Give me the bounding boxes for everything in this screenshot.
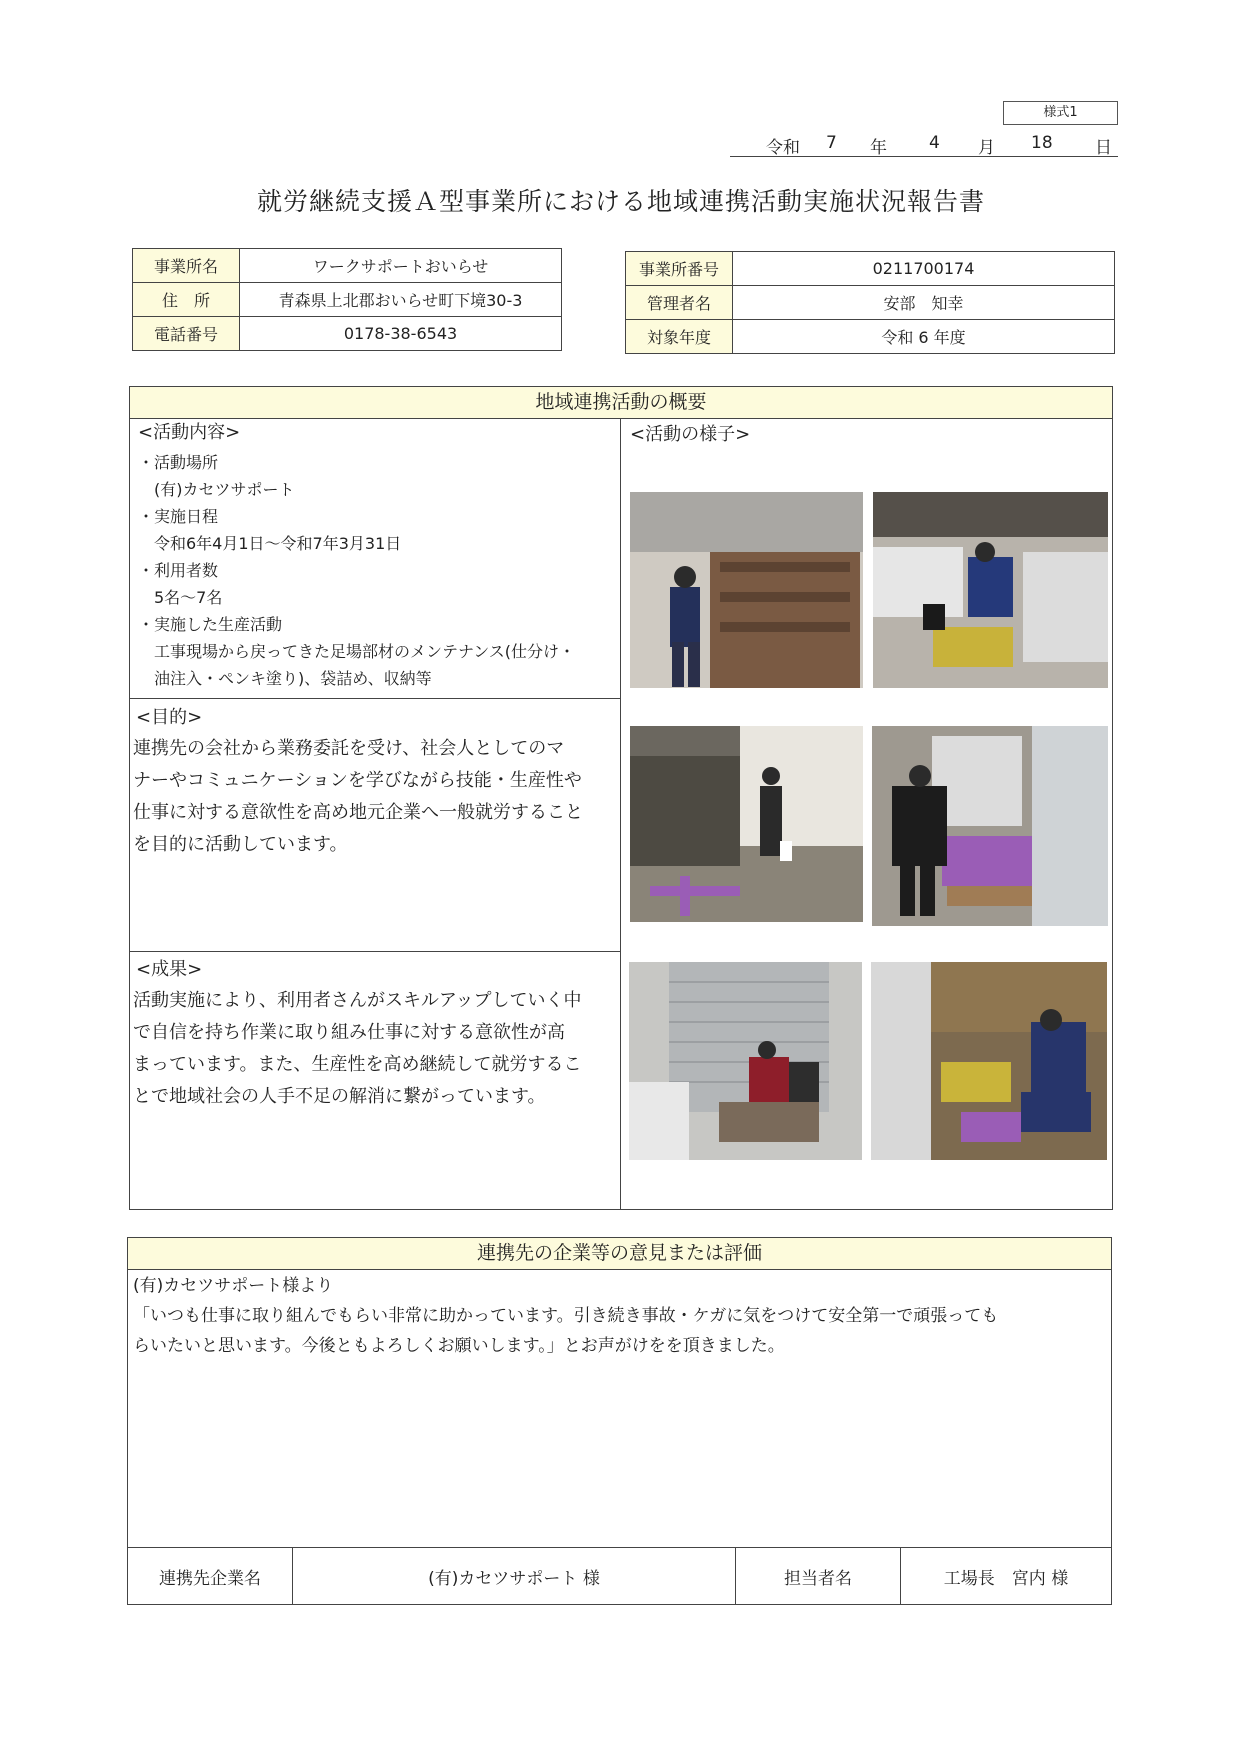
address-value: 青森県上北郡おいらせ町下境30-3 — [240, 283, 562, 317]
activity-content-label: <活動内容> — [138, 422, 241, 443]
content-line: ・活動場所 — [138, 453, 219, 472]
content-line: 5名～7名 — [138, 588, 223, 607]
result-line: まっています。また、生産性を高め継続して就労するこ — [133, 1054, 582, 1075]
target-year-label: 対象年度 — [626, 320, 733, 354]
report-date — [730, 132, 1118, 157]
date-month-unit: 月 — [978, 138, 995, 158]
content-line: ・実施日程 — [138, 507, 219, 526]
purpose-text — [133, 733, 619, 861]
content-line: 油注入・ペンキ塗り)、袋詰め、収納等 — [138, 669, 432, 688]
purpose-line: を目的に活動しています。 — [133, 834, 348, 855]
date-day: 18 — [1031, 133, 1053, 153]
partner-company-value: (有)カセツサポート 様 — [293, 1548, 736, 1605]
form-number-tag: 様式1 — [1003, 101, 1118, 125]
content-line: (有)カセツサポート — [138, 480, 295, 499]
activity-photo-2 — [873, 492, 1108, 688]
partner-info-row — [127, 1547, 1112, 1605]
partner-company-label: 連携先企業名 — [128, 1548, 293, 1605]
target-year-value: 令和 6 年度 — [733, 320, 1115, 354]
activity-photo-5 — [629, 962, 862, 1160]
overview-column-divider — [620, 418, 621, 1210]
activity-photo-4 — [872, 726, 1108, 926]
facility-id-table — [625, 251, 1115, 354]
result-line: 活動実施により、利用者さんがスキルアップしていく中 — [133, 990, 582, 1011]
result-line: とで地域社会の人手不足の解消に繋がっています。 — [133, 1086, 546, 1107]
result-text — [133, 985, 619, 1113]
result-divider — [129, 951, 621, 952]
date-year: 7 — [826, 133, 837, 153]
overview-header: 地域連携活動の概要 — [130, 387, 1112, 419]
contact-person-value: 工場長 宮内 様 — [901, 1548, 1112, 1605]
date-era: 令和 — [766, 138, 800, 158]
address-label: 住 所 — [133, 283, 240, 317]
evaluation-line: 「いつも仕事に取り組んでもらい非常に助かっています。引き続き事故・ケガに気をつけて安全第一で頑張っても — [133, 1306, 999, 1326]
date-month: 4 — [929, 133, 940, 153]
result-label: <成果> — [136, 959, 203, 980]
evaluation-line: らいたいと思います。今後ともよろしくお願いします。」とお声がけをを頂きました。 — [133, 1336, 785, 1356]
date-day-unit: 日 — [1095, 138, 1112, 158]
manager-name-label: 管理者名 — [626, 286, 733, 320]
facility-name-value: ワークサポートおいらせ — [240, 249, 562, 283]
purpose-line: 連携先の会社から業務委託を受け、社会人としてのマ — [133, 738, 565, 759]
result-line: で自信を持ち作業に取り組み仕事に対する意欲性が高 — [133, 1022, 565, 1043]
content-line: 工事現場から戻ってきた足場部材のメンテナンス(仕分け・ — [138, 642, 575, 661]
phone-value: 0178-38-6543 — [240, 317, 562, 351]
purpose-divider — [129, 698, 621, 699]
content-line: 令和6年4月1日～令和7年3月31日 — [138, 534, 402, 553]
contact-person-label: 担当者名 — [736, 1548, 901, 1605]
evaluation-text — [133, 1271, 1108, 1361]
date-year-unit: 年 — [870, 138, 887, 158]
evaluation-line: (有)カセツサポート様より — [133, 1276, 334, 1296]
activity-photo-1 — [630, 492, 863, 688]
phone-label: 電話番号 — [133, 317, 240, 351]
facility-name-label: 事業所名 — [133, 249, 240, 283]
activity-photos-label: <活動の様子> — [630, 424, 751, 445]
document-title: 就労継続支援Ａ型事業所における地域連携活動実施状況報告書 — [256, 187, 985, 216]
activity-content-list — [138, 449, 618, 692]
activity-photo-6 — [871, 962, 1107, 1160]
activity-photo-3 — [630, 726, 863, 922]
purpose-line: ナーやコミュニケーションを学びながら技能・生産性や — [133, 770, 582, 791]
purpose-label: <目的> — [136, 707, 203, 728]
evaluation-header: 連携先の企業等の意見または評価 — [128, 1238, 1111, 1270]
content-line: ・利用者数 — [138, 561, 219, 580]
facility-info-table — [132, 248, 562, 351]
facility-number-label: 事業所番号 — [626, 252, 733, 286]
manager-name-value: 安部 知幸 — [733, 286, 1115, 320]
content-line: ・実施した生産活動 — [138, 615, 283, 634]
facility-number-value: 0211700174 — [733, 252, 1115, 286]
purpose-line: 仕事に対する意欲性を高め地元企業へ一般就労すること — [133, 802, 583, 823]
